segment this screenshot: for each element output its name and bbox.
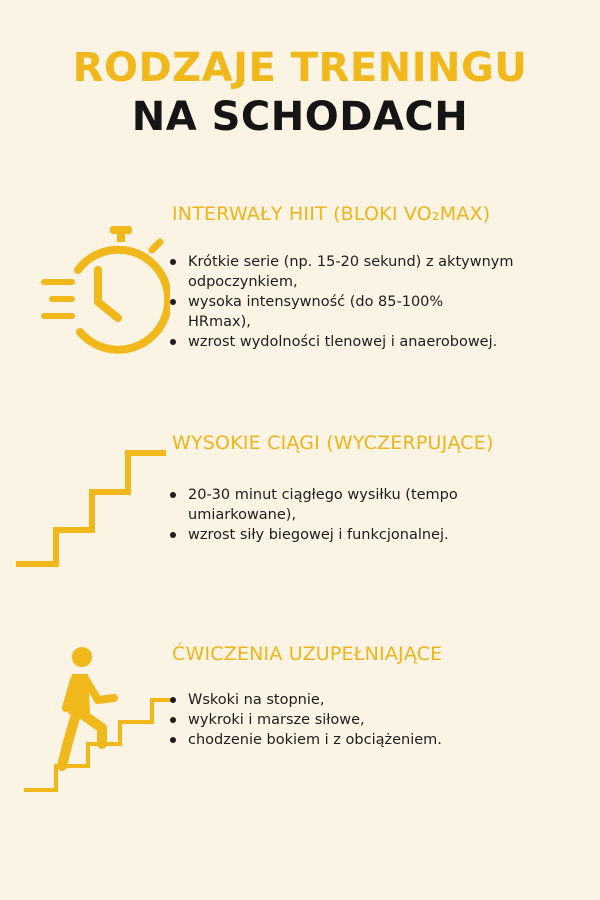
person-climbing-stairs-icon <box>22 642 177 794</box>
list-item: Wskoki na stopnie, <box>168 690 538 710</box>
list-item: wykroki i marsze siłowe, <box>168 710 538 730</box>
bullet-list-hiit <box>168 252 548 352</box>
list-item: wzrost wydolności tlenowej i anaerobowej. <box>168 332 548 352</box>
section-title-long-runs: WYSOKIE CIĄGI (WYCZERPUJĄCE) <box>172 432 494 454</box>
page-title-line-1: RODZAJE TRENINGU <box>72 45 528 91</box>
page-title-line-2: NA SCHODACH <box>131 94 469 140</box>
list-item: wzrost siły biegowej i funkcjonalnej. <box>168 525 538 545</box>
list-item: 20-30 minut ciągłego wysiłku (tempo umiarkowane), <box>168 485 538 525</box>
bullet-list-long-runs <box>168 485 538 545</box>
bullet-list-supplementary <box>168 690 538 750</box>
list-item: chodzenie bokiem i z obciążeniem. <box>168 730 538 750</box>
list-item: wysoka intensywność (do 85-100% HRmax), <box>168 292 508 332</box>
list-item: Krótkie serie (np. 15-20 sekund) z aktywnym odpoczynkiem, <box>168 252 548 292</box>
stopwatch-icon <box>40 222 170 362</box>
section-title-hiit: INTERWAŁY HIIT (BLOKI VO₂MAX) <box>172 203 491 225</box>
section-title-supplementary: ĆWICZENIA UZUPEŁNIAJĄCE <box>172 643 443 665</box>
stairs-icon <box>14 448 174 570</box>
